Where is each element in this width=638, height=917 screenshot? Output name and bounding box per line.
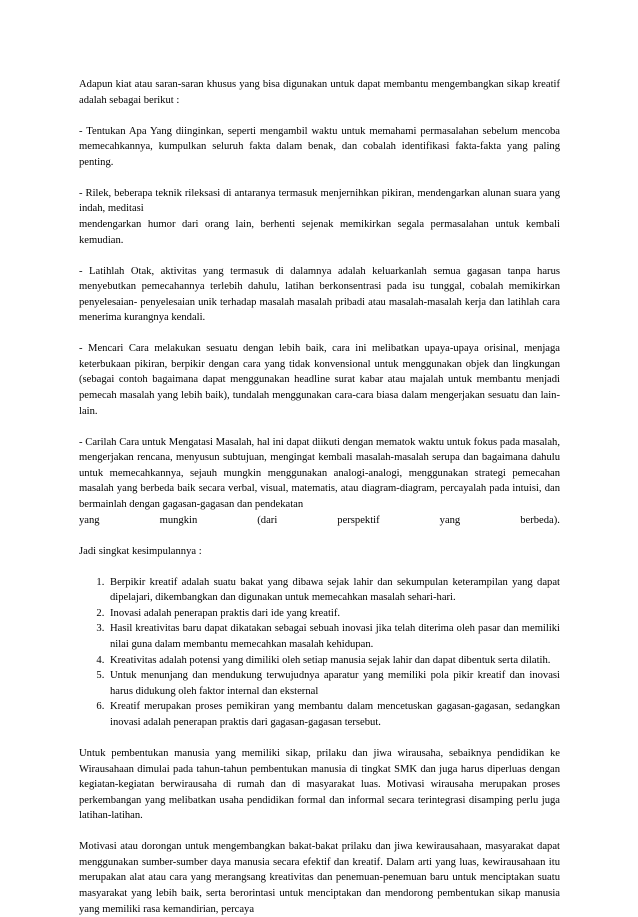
- spread-word: perspektif: [337, 514, 380, 526]
- tip-relax: [79, 186, 560, 248]
- tip-solve-problem-last-line: [79, 513, 560, 529]
- tip-find-better-way: - Mencari Cara melakukan sesuatu dengan lebih baik, cara ini melibatkan upaya-upaya orisinal, menjaga keterbukaan pikiran, berpikir dengan cara yang tidak konvensional untuk menggunakan objek dan lingkungan (sebagai contoh bagaimana dapat menggunakan headline surat kabar atau majalah untuk membantu menjadi pemecah masalah yang lebih baik), tundalah menggunakan cara-cara biasa dalam mengerjakan sesuatu dan lain-lain.: [79, 343, 560, 417]
- conclusion-item: 4. Kreativitas adalah potensi yang dimiliki oleh setiap manusia sejak lahir dan dapat dibentuk serta dilatih.: [107, 653, 560, 669]
- spread-word: yang: [439, 514, 461, 526]
- conclusion-item: 2. Inovasi adalah penerapan praktis dari ide yang kreatif.: [107, 606, 560, 622]
- spread-word: yang: [79, 514, 100, 526]
- spread-word: (dari: [257, 514, 278, 526]
- tip-solve-problem-text: - Carilah Cara untuk Mengatasi Masalah, hal ini dapat diikuti dengan mematok waktu untuk fokus pada masalah, mengerjakan rencana, menyusun subtujuan, mengingat kembali masalah-masalah serupa dan bagaimana dahulu untuk memecahkannya, sejauh mungkin menggunakan analogi-analogi, menggunakan strategi pemecahan masalah yang berbeda baik secara verbal, visual, matematis, atau diagram-diagram, percayalah pada intuisi, dan bermainlah dengan gagasan-gagasan dan pendekatan: [79, 436, 560, 511]
- spread-word: berbeda).: [520, 514, 560, 526]
- tip-relax-line-1: - Rilek, beberapa teknik rileksasi di antaranya termasuk menjernihkan pikiran, mendengarkan alunan suara yang indah, meditasi: [79, 187, 560, 215]
- tip-train-brain: - Latihlah Otak, aktivitas yang termasuk di dalamnya adalah keluarkanlah semua gagasan tanpa harus menyebutkan pemecahannya terlebih dahulu, latihan berkonsentrasi pada isu tunggal, cobalah memikirkan penyelesaian- penyelesaian unik terhadap masalah masalah pribadi atau masalah-masalah kerja dan latihlah cara menerima kurangnya kendali.: [79, 265, 560, 324]
- conclusion-item: 5. Untuk menunjang dan mendukung terwujudnya aparatur yang memiliki pola pikir kreatif dan inovasi harus didukung oleh faktor internal dan eksternal: [107, 668, 560, 699]
- motivation-paragraph: Motivasi atau dorongan untuk mengembangkan bakat-bakat prilaku dan jiwa kewirausahaan, masyarakat dapat menggunakan sumber-sumber daya manusia secara efektif dan kreatif. Dalam arti yang luas, kewirausahaan itu merupakan alat atau cara yang merangsang kreativitas dan penemuan-penemuan baru untuk menciptakan suatu masyarakat yang lebih baik, serta berorintasi untuk menciptakan dan mendorong pembentukan sikap manusia yang memiliki rasa kemandirian, percaya: [79, 841, 560, 915]
- tip-solve-problem: [79, 435, 560, 529]
- conclusion-item: 3. Hasil kreativitas baru dapat dikatakan sebagai sebuah inovasi jika telah diterima oleh pasar dan memiliki nilai guna dalam membantu memecahkan masalah kehidupan.: [107, 621, 560, 652]
- document-page: [79, 77, 560, 917]
- tip-relax-line-2: mendengarkan humor dari orang lain, berhenti sejenak memikirkan segala permasalahan untuk kembali kemudian.: [79, 218, 560, 246]
- intro-paragraph: Adapun kiat atau saran-saran khusus yang bisa digunakan untuk dapat membantu mengembangkan sikap kreatif adalah sebagai berikut :: [79, 79, 560, 106]
- conclusion-item: 6. Kreatif merupakan proses pemikiran yang membantu dalam mencetuskan gagasan-gagasan, sedangkan inovasi adalah penerapan praktis dari gagasan-gagasan tersebut.: [107, 699, 560, 730]
- conclusion-list: [79, 575, 560, 731]
- conclusion-intro: Jadi singkat kesimpulannya :: [79, 545, 202, 557]
- conclusion-item: 1. Berpikir kreatif adalah suatu bakat yang dibawa sejak lahir dan sekumpulan keterampilan yang dapat dipelajari, dikembangkan dan digunakan untuk memecahkan masalah sehari-hari.: [107, 575, 560, 606]
- spread-word: mungkin: [159, 514, 198, 526]
- education-paragraph: Untuk pembentukan manusia yang memiliki sikap, prilaku dan jiwa wirausaha, sebaiknya pendidikan ke Wirausahaan dimulai pada tahun-tahun pembentukan manusia di tingkat SMK dan juga harus diperluas dengan kegiatan-kegiatan berwirausaha di rumah dan di masyarakat luas. Motivasi wirausaha merupakan proses perkembangan yang melibatkan usaha pendidikan formal dan informal secara terintegrasi disamping perlu juga latihan-latihan.: [79, 747, 560, 822]
- tip-define-goal: - Tentukan Apa Yang diinginkan, seperti mengambil waktu untuk memahami permasalahan sebelum mencoba memecahkannya, kumpulkan seluruh fakta dalam benak, dan cobalah identifikasi fakta-fakta yang paling penting.: [79, 125, 560, 168]
